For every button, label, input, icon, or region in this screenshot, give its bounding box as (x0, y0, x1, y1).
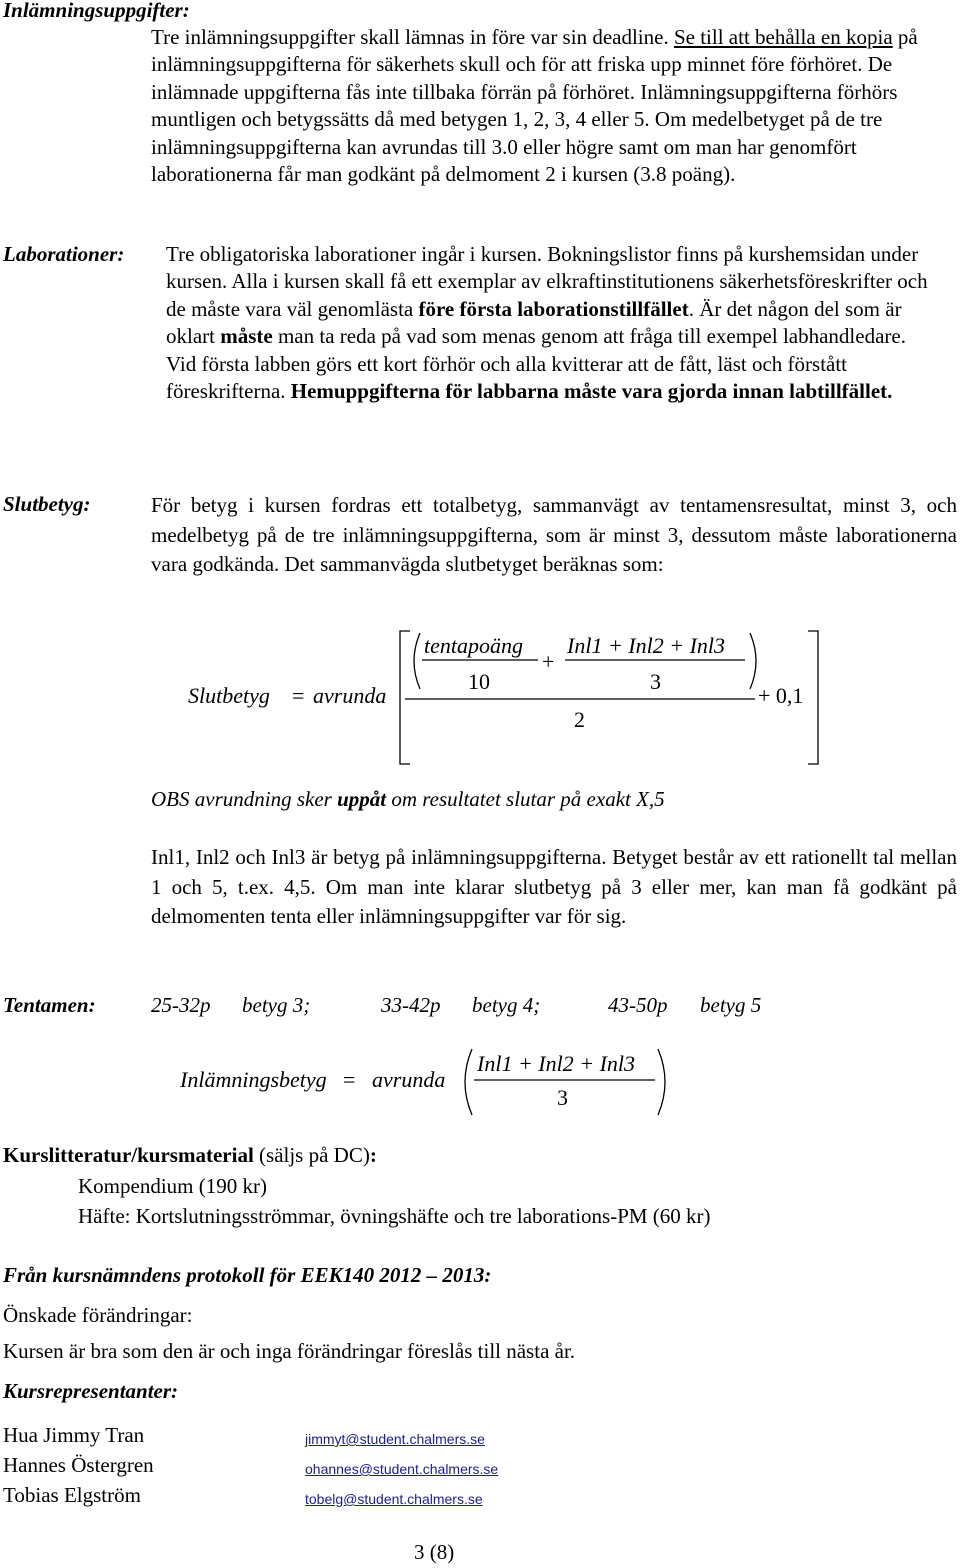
obs-text-1: OBS avrundning sker (151, 787, 338, 811)
obs-note (151, 786, 665, 813)
term-plus: + (542, 649, 555, 674)
grade-2-label: betyg 4; (472, 993, 541, 1017)
obs-bold: uppåt (337, 787, 387, 811)
lab-text-2: . Är det någon del som är oklart (166, 296, 902, 349)
outer-denominator: 2 (574, 707, 585, 732)
formula-equals: = (292, 683, 305, 708)
laborationer-paragraph (166, 241, 934, 405)
formula2-numerator: Inl1 + Inl2 + Inl3 (477, 1051, 636, 1076)
lab-bold-2: måste (220, 324, 273, 349)
grade-2-points: 33-42p (381, 993, 441, 1017)
grade-3-points: 43-50p (608, 993, 668, 1017)
slutbetyg-note: Inl1, Inl2 och Inl3 är betyg på inlämningsuppgifterna. Betyget består av ett rationellt tal mellan 1 och 5, t.ex. 4,5. Om man inte klarar slutbetyg på 3 eller mer, kan man få godkänt på delmomenten tenta eller inlämningsuppgifter var för sig. (151, 845, 957, 929)
slutbetyg-formula (180, 625, 830, 770)
lab-text-1: Tre obligatoriska laborationer ingår i kursen. Bokningslistor finns på kurshemsidan under kursen. Alla i kursen skall få ett exemplar av elkraftinstitutionens säkerhetsföreskrifter och de måste vara väl genomlästa (166, 242, 928, 321)
formula2-equals: = (343, 1067, 356, 1092)
formula2-fn: avrunda (372, 1067, 446, 1092)
inlamning-underlined-phrase: Se till att behålla en kopia (673, 25, 893, 49)
inlamningsbetyg-formula (180, 1045, 680, 1120)
rep-name-2: Hannes Östergren (3, 1453, 154, 1477)
protokoll-heading: Från kursnämndens protokoll för EEK140 2012 – 2013: (3, 1263, 492, 1287)
inlamning-paragraph (151, 24, 926, 188)
term2-denominator: 3 (650, 669, 661, 694)
rep-email-3[interactable]: tobelg@student.chalmers.se (305, 1491, 483, 1507)
section-label-slutbetyg: Slutbetyg: (3, 492, 91, 516)
lab-text-3: man ta reda på vad som menas genom att fråga till exempel labhandledare. Vid första labben görs ett kort förhör och alla kvitterar att de fått, läst och förstått föreskrifterna. (166, 324, 906, 404)
kurslitteratur-heading (3, 1142, 377, 1169)
kurslitteratur-label: Kurslitteratur/kursmaterial (3, 1143, 254, 1167)
section-label-tentamen: Tentamen: (3, 993, 96, 1017)
formula-tail: + 0,1 (758, 683, 804, 708)
lab-bold-3: Hemuppgifterna för labbarna måste vara gjorda innan labtillfället. (290, 379, 893, 404)
protokoll-subheading: Önskade förändringar: (3, 1303, 193, 1327)
protokoll-text: Kursen är bra som den är och inga förändringar föreslås till nästa år. (3, 1339, 576, 1363)
formula2-denominator: 3 (557, 1085, 568, 1110)
obs-text-2: om resultatet slutar på exakt X,5 (386, 787, 665, 811)
section-label-inlamning: Inlämningsuppgifter: (3, 0, 190, 22)
grade-3-label: betyg 5 (700, 993, 762, 1017)
lab-bold-1: före första laborationstillfället (418, 296, 689, 321)
formula-lhs: Slutbetyg (188, 683, 270, 708)
grade-1-points: 25-32p (151, 993, 211, 1017)
kurslitteratur-item-1: Kompendium (190 kr) (78, 1174, 267, 1198)
term1-denominator: 10 (468, 669, 490, 694)
slutbetyg-intro: För betyg i kursen fordras ett totalbetyg, sammanvägt av tentamensresultat, minst 3, och medelbetyg på de tre inlämningsuppgifterna, som är minst 3, dessutom måste laborationerna vara godkända. Det sammanvägda slutbetyget beräknas som: (151, 493, 957, 577)
formula-fn: avrunda (313, 683, 387, 708)
term1-numerator: tentapoäng (424, 633, 523, 658)
rep-name-3: Tobias Elgström (3, 1483, 141, 1507)
kurslitteratur-note: (säljs på DC) (253, 1143, 370, 1167)
page-number: 3 (8) (414, 1540, 455, 1564)
rep-email-2[interactable]: ohannes@student.chalmers.se (305, 1461, 499, 1477)
kurslitteratur-item-2: Häfte: Kortslutningsströmmar, övningshäfte och tre laborations-PM (60 kr) (78, 1204, 711, 1228)
rep-name-1: Hua Jimmy Tran (3, 1423, 145, 1447)
inlamning-text-2: på inlämningsuppgifterna för säkerhets skull och för att friska upp minnet före förhöret. De inlämnade uppgifterna fås inte tillbaka förrän på förhöret. Inlämningsuppgifterna förhörs muntligen och betygssätts då med betygen 1, 2, 3, 4 eller 5. Om medelbetyget på de tre inlämningsuppgifterna kan avrundas till 3.0 eller högre samt om man har genomfört laborationerna får man godkänt på delmoment 2 i kursen (3.8 poäng). (151, 25, 918, 187)
inlamning-text-1: Tre inlämningsuppgifter skall lämnas in före var sin deadline. (151, 25, 674, 49)
kurslitteratur-colon: : (369, 1143, 377, 1167)
representanter-heading: Kursrepresentanter: (3, 1379, 179, 1403)
section-label-laborationer: Laborationer: (3, 242, 125, 266)
term2-numerator: Inl1 + Inl2 + Inl3 (567, 633, 726, 658)
grade-1-label: betyg 3; (242, 993, 311, 1017)
rep-email-1[interactable]: jimmyt@student.chalmers.se (305, 1431, 485, 1447)
formula2-lhs: Inlämningsbetyg (180, 1067, 327, 1092)
